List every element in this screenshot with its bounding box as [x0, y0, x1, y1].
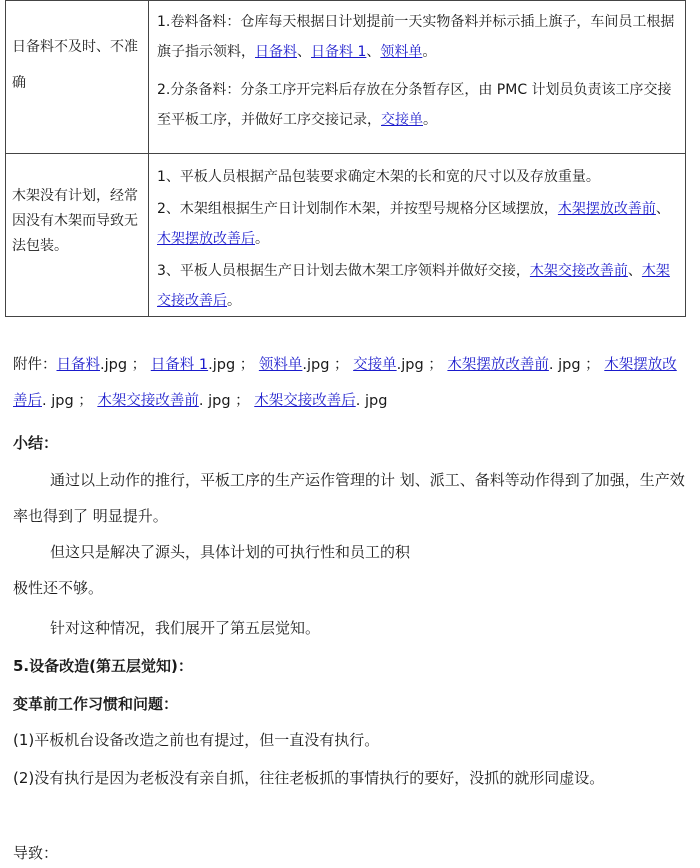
- separator: ；: [334, 357, 349, 373]
- section-heading: 5.设备改造(第五层觉知)：: [13, 657, 193, 675]
- separator: ；: [235, 393, 250, 409]
- link-handover[interactable]: 交接单: [381, 112, 423, 128]
- separator: ；: [239, 357, 255, 373]
- attachment-link[interactable]: 木架摆放改善后: [13, 357, 677, 409]
- attachment-link[interactable]: 领料单: [258, 357, 303, 373]
- attachment-link[interactable]: 交接单: [353, 357, 397, 373]
- list-item: (1)平板机台设备改造之前也有提过，但一直没有执行。: [13, 731, 380, 749]
- table-row: [6, 154, 686, 317]
- punct: 。: [227, 293, 241, 309]
- link-rack-handover-after[interactable]: 木架交接改善后: [157, 263, 670, 309]
- measure-cell: 1、平板人员根据产品包装要求确定木架的长和宽的尺寸以及存放重量。 2、木架组根据生产日计划制作木架，并按型号规格分区域摆放，木架摆放改善前、木架摆放改善后。 3、平板人员根据生产日计划去做木架工序领料并做好交接，木架交接改善前、木架交接改善后。: [149, 154, 686, 317]
- link-daily-prep-1[interactable]: 日备料 1: [311, 44, 367, 60]
- attachment-ext: . jpg: [355, 393, 388, 409]
- issue-text: 日备料不及时、不准确: [12, 39, 138, 91]
- separator: ；: [78, 393, 93, 409]
- separator: ；: [585, 357, 600, 373]
- section-subheading: 变革前工作习惯和问题：: [13, 695, 179, 713]
- attachment-link[interactable]: 日备料 1: [150, 357, 209, 373]
- link-daily-prep[interactable]: 日备料: [255, 44, 297, 60]
- measure-text: 2、木架组根据生产日计划制作木架，并按型号规格分区域摆放，: [157, 201, 558, 217]
- measure-text: 1.卷料备料：仓库每天根据日计划提前一天实物备料并标示插上旗子，车间员工根据旗子指示领料，: [157, 14, 675, 60]
- attachment-ext: .jpg: [396, 357, 424, 373]
- table-row: [6, 1, 686, 154]
- link-rack-place-before[interactable]: 木架摆放改善前: [557, 201, 656, 217]
- attachments-label: 附件：: [13, 357, 57, 373]
- punct: 。: [255, 231, 269, 247]
- separator: ；: [131, 357, 147, 373]
- list-item: (2)没有执行是因为老板没有亲自抓，往往老板抓的事情执行的要好，没抓的就形同虚设。: [13, 769, 605, 787]
- measure-text: 3、平板人员根据生产日计划去做木架工序领料并做好交接，: [157, 263, 530, 279]
- attachment-link[interactable]: 木架交接改善后: [254, 393, 356, 409]
- result-label: 导致：: [13, 844, 59, 862]
- attachment-ext: .jpg: [302, 357, 330, 373]
- separator: ；: [428, 357, 443, 373]
- summary-paragraph: 通过以上动作的推行，平板工序的生产运作管理的计 划、派工、备料等动作得到了加强，生产效率也得到了 明显提升。: [13, 471, 685, 525]
- measure-cell: 1.卷料备料：仓库每天根据日计划提前一天实物备料并标示插上旗子，车间员工根据旗子指示领料，日备料、日备料 1、领料单。 2.分条备料：分条工序开完料后存放在分条暂存区，由 PMC 计划员负责该工序交接至平板工序，并做好工序交接记录，交接单。: [149, 1, 686, 154]
- attachment-link[interactable]: 日备料: [56, 357, 100, 373]
- link-rack-place-after[interactable]: 木架摆放改善后: [157, 231, 255, 247]
- measure-text: 1、平板人员根据产品包装要求确定木架的长和宽的尺寸以及存放重量。: [157, 169, 600, 185]
- attachment-ext: .jpg: [208, 357, 236, 373]
- punct: 。: [422, 44, 437, 60]
- attachment-ext: . jpg: [198, 393, 231, 409]
- issue-text: 木架没有计划，经常因没有木架而导致无法包装。: [12, 188, 138, 254]
- attachment-ext: .jpg: [100, 357, 128, 373]
- link-requisition[interactable]: 领料单: [380, 44, 423, 60]
- attachments: [13, 347, 685, 419]
- attachment-link[interactable]: 木架交接改善前: [97, 393, 199, 409]
- attachment-link[interactable]: 木架摆放改善前: [447, 357, 549, 373]
- summary-heading: 小结：: [13, 434, 59, 452]
- attachment-ext: . jpg: [42, 393, 74, 409]
- summary-paragraph: 极性还不够。: [13, 579, 104, 597]
- summary-paragraph: 针对这种情况，我们展开了第五层觉知。: [50, 619, 321, 637]
- attachment-ext: . jpg: [548, 357, 581, 373]
- link-rack-handover-before[interactable]: 木架交接改善前: [529, 263, 628, 279]
- issue-cell: [6, 154, 149, 317]
- summary-paragraph: 但这只是解决了源头，具体计划的可执行性和员工的积: [50, 543, 411, 561]
- problem-table: [5, 0, 686, 317]
- measure-text: 2.分条备料：分条工序开完料后存放在分条暂存区，由 PMC 计划员负责该工序交接至平板工序，并做好工序交接记录，: [157, 82, 672, 128]
- issue-cell: [6, 1, 149, 154]
- punct: 。: [423, 112, 437, 128]
